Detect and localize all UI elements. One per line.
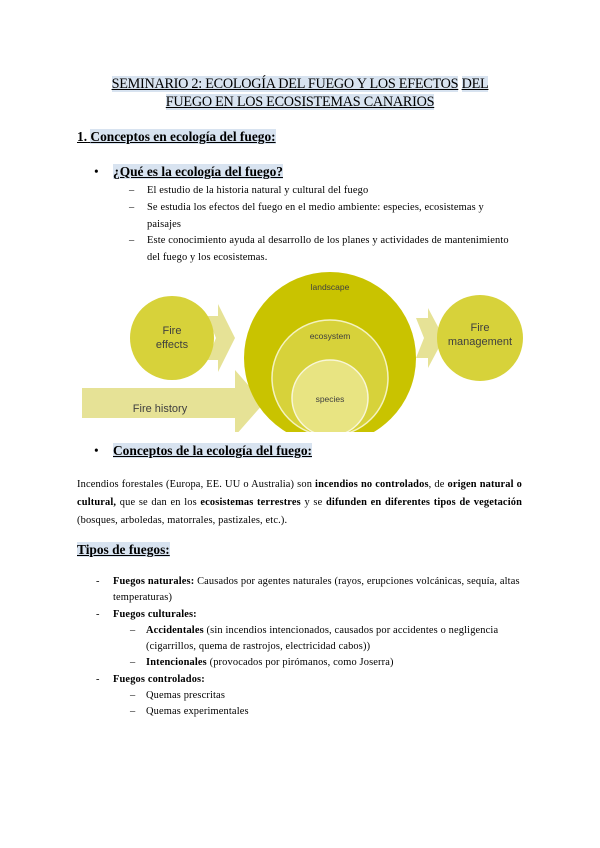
hyphen-icon: - xyxy=(96,673,100,685)
subtype-text: (sin incendios intencionados, causados por accidentes o negligencia (cigarrillos, quema de rastrojos, electricidad cabos)) xyxy=(146,624,499,653)
list-item xyxy=(96,655,526,671)
paragraph-text: (bosques, arboledas, matorrales, pastizales, etc.). xyxy=(77,515,288,526)
list-item xyxy=(129,200,519,234)
document-title-line-2 xyxy=(0,93,600,111)
paragraph-bold: difunden en diferentes tipos de vegetación xyxy=(325,497,523,508)
question-2-title: Conceptos de la ecología del fuego: xyxy=(113,443,312,458)
list-item-text: Este conocimiento ayuda al desarrollo de los planes y actividades de mantenimiento del fuego y los ecosistemas. xyxy=(147,235,509,264)
ecosystem-label: ecosystem xyxy=(309,331,351,341)
title-part-a: SEMINARIO 2: ECOLOGÍA DEL FUEGO Y LOS EFECTOS xyxy=(111,76,459,92)
fire-types-list xyxy=(96,574,526,721)
fire-history-label: Fire history xyxy=(132,403,188,415)
subtype-label: Accidentales xyxy=(146,624,204,636)
list-item xyxy=(96,623,526,656)
section-2-heading xyxy=(77,542,170,558)
section-2-title: Tipos de fuegos: xyxy=(77,542,170,557)
dash-icon: – xyxy=(129,201,135,213)
section-1-heading xyxy=(77,129,276,145)
hyphen-icon: - xyxy=(96,576,100,587)
type-label: Fuegos controlados: xyxy=(113,673,205,685)
type-label: Fuegos culturales: xyxy=(113,608,197,620)
dash-icon: – xyxy=(129,185,135,196)
fire-management-label-1: Fire xyxy=(470,322,490,334)
question-1-list xyxy=(129,183,519,267)
list-item xyxy=(96,574,526,607)
list-item xyxy=(96,672,526,688)
paragraph-bold: origen natural o cultural, xyxy=(77,479,522,508)
document-title-line-1 xyxy=(0,75,600,93)
dash-icon: – xyxy=(130,706,136,718)
title-part-b: DEL xyxy=(461,76,489,92)
subtype-label: Intencionales xyxy=(146,657,207,669)
subtype-text: Quemas prescritas xyxy=(146,690,226,702)
list-item-text: El estudio de la historia natural y cultural del fuego xyxy=(147,185,369,196)
section-1-title: Conceptos en ecología del fuego: xyxy=(90,129,276,144)
fire-effects-label-2: effects xyxy=(155,339,189,351)
list-item xyxy=(129,233,519,267)
dash-icon: – xyxy=(130,690,136,702)
subtype-text: (provocados por pirómanos, como Joserra) xyxy=(206,657,394,669)
list-item xyxy=(96,704,526,720)
fire-effects-label-1: Fire xyxy=(162,325,182,337)
question-2-heading xyxy=(94,443,312,459)
landscape-label: landscape xyxy=(310,282,350,292)
section-1-number: 1. xyxy=(77,129,88,144)
fire-effects-circle xyxy=(130,296,214,380)
type-text: Causados por agentes naturales (rayos, erupciones volcánicas, sequía, altas temperaturas) xyxy=(113,576,520,604)
dash-icon: – xyxy=(129,235,135,247)
list-item xyxy=(96,688,526,704)
question-1-heading xyxy=(94,164,283,180)
subtype-text: Quemas experimentales xyxy=(146,706,249,718)
definition-paragraph xyxy=(77,476,522,530)
list-item xyxy=(96,607,526,623)
dash-icon: – xyxy=(130,624,136,636)
question-1-title: ¿Qué es la ecología del fuego? xyxy=(113,164,283,179)
paragraph-bold: ecosistemas terrestres xyxy=(200,497,301,508)
title-part-c: FUEGO EN LOS ECOSISTEMAS CANARIOS xyxy=(165,94,435,110)
type-label: Fuegos naturales: xyxy=(113,576,195,587)
list-item-text: Se estudia los efectos del fuego en el medio ambiente: especies, ecosistemas y paisajes xyxy=(147,201,484,230)
paragraph-text: que se dan en los xyxy=(116,497,201,508)
hyphen-icon: - xyxy=(96,608,100,620)
bullet-icon: • xyxy=(94,164,99,179)
dash-icon: – xyxy=(130,657,136,669)
paragraph-text: y se xyxy=(300,497,326,508)
paragraph-text: , de xyxy=(428,479,448,490)
list-item xyxy=(129,183,519,200)
species-label: species xyxy=(315,394,345,404)
paragraph-bold: incendios no controlados xyxy=(315,479,429,490)
bullet-icon: • xyxy=(94,443,99,458)
fire-management-label-2: management xyxy=(447,336,513,348)
fire-ecology-diagram xyxy=(60,264,540,432)
paragraph-text: Incendios forestales (Europa, EE. UU o Australia) son xyxy=(77,479,316,490)
